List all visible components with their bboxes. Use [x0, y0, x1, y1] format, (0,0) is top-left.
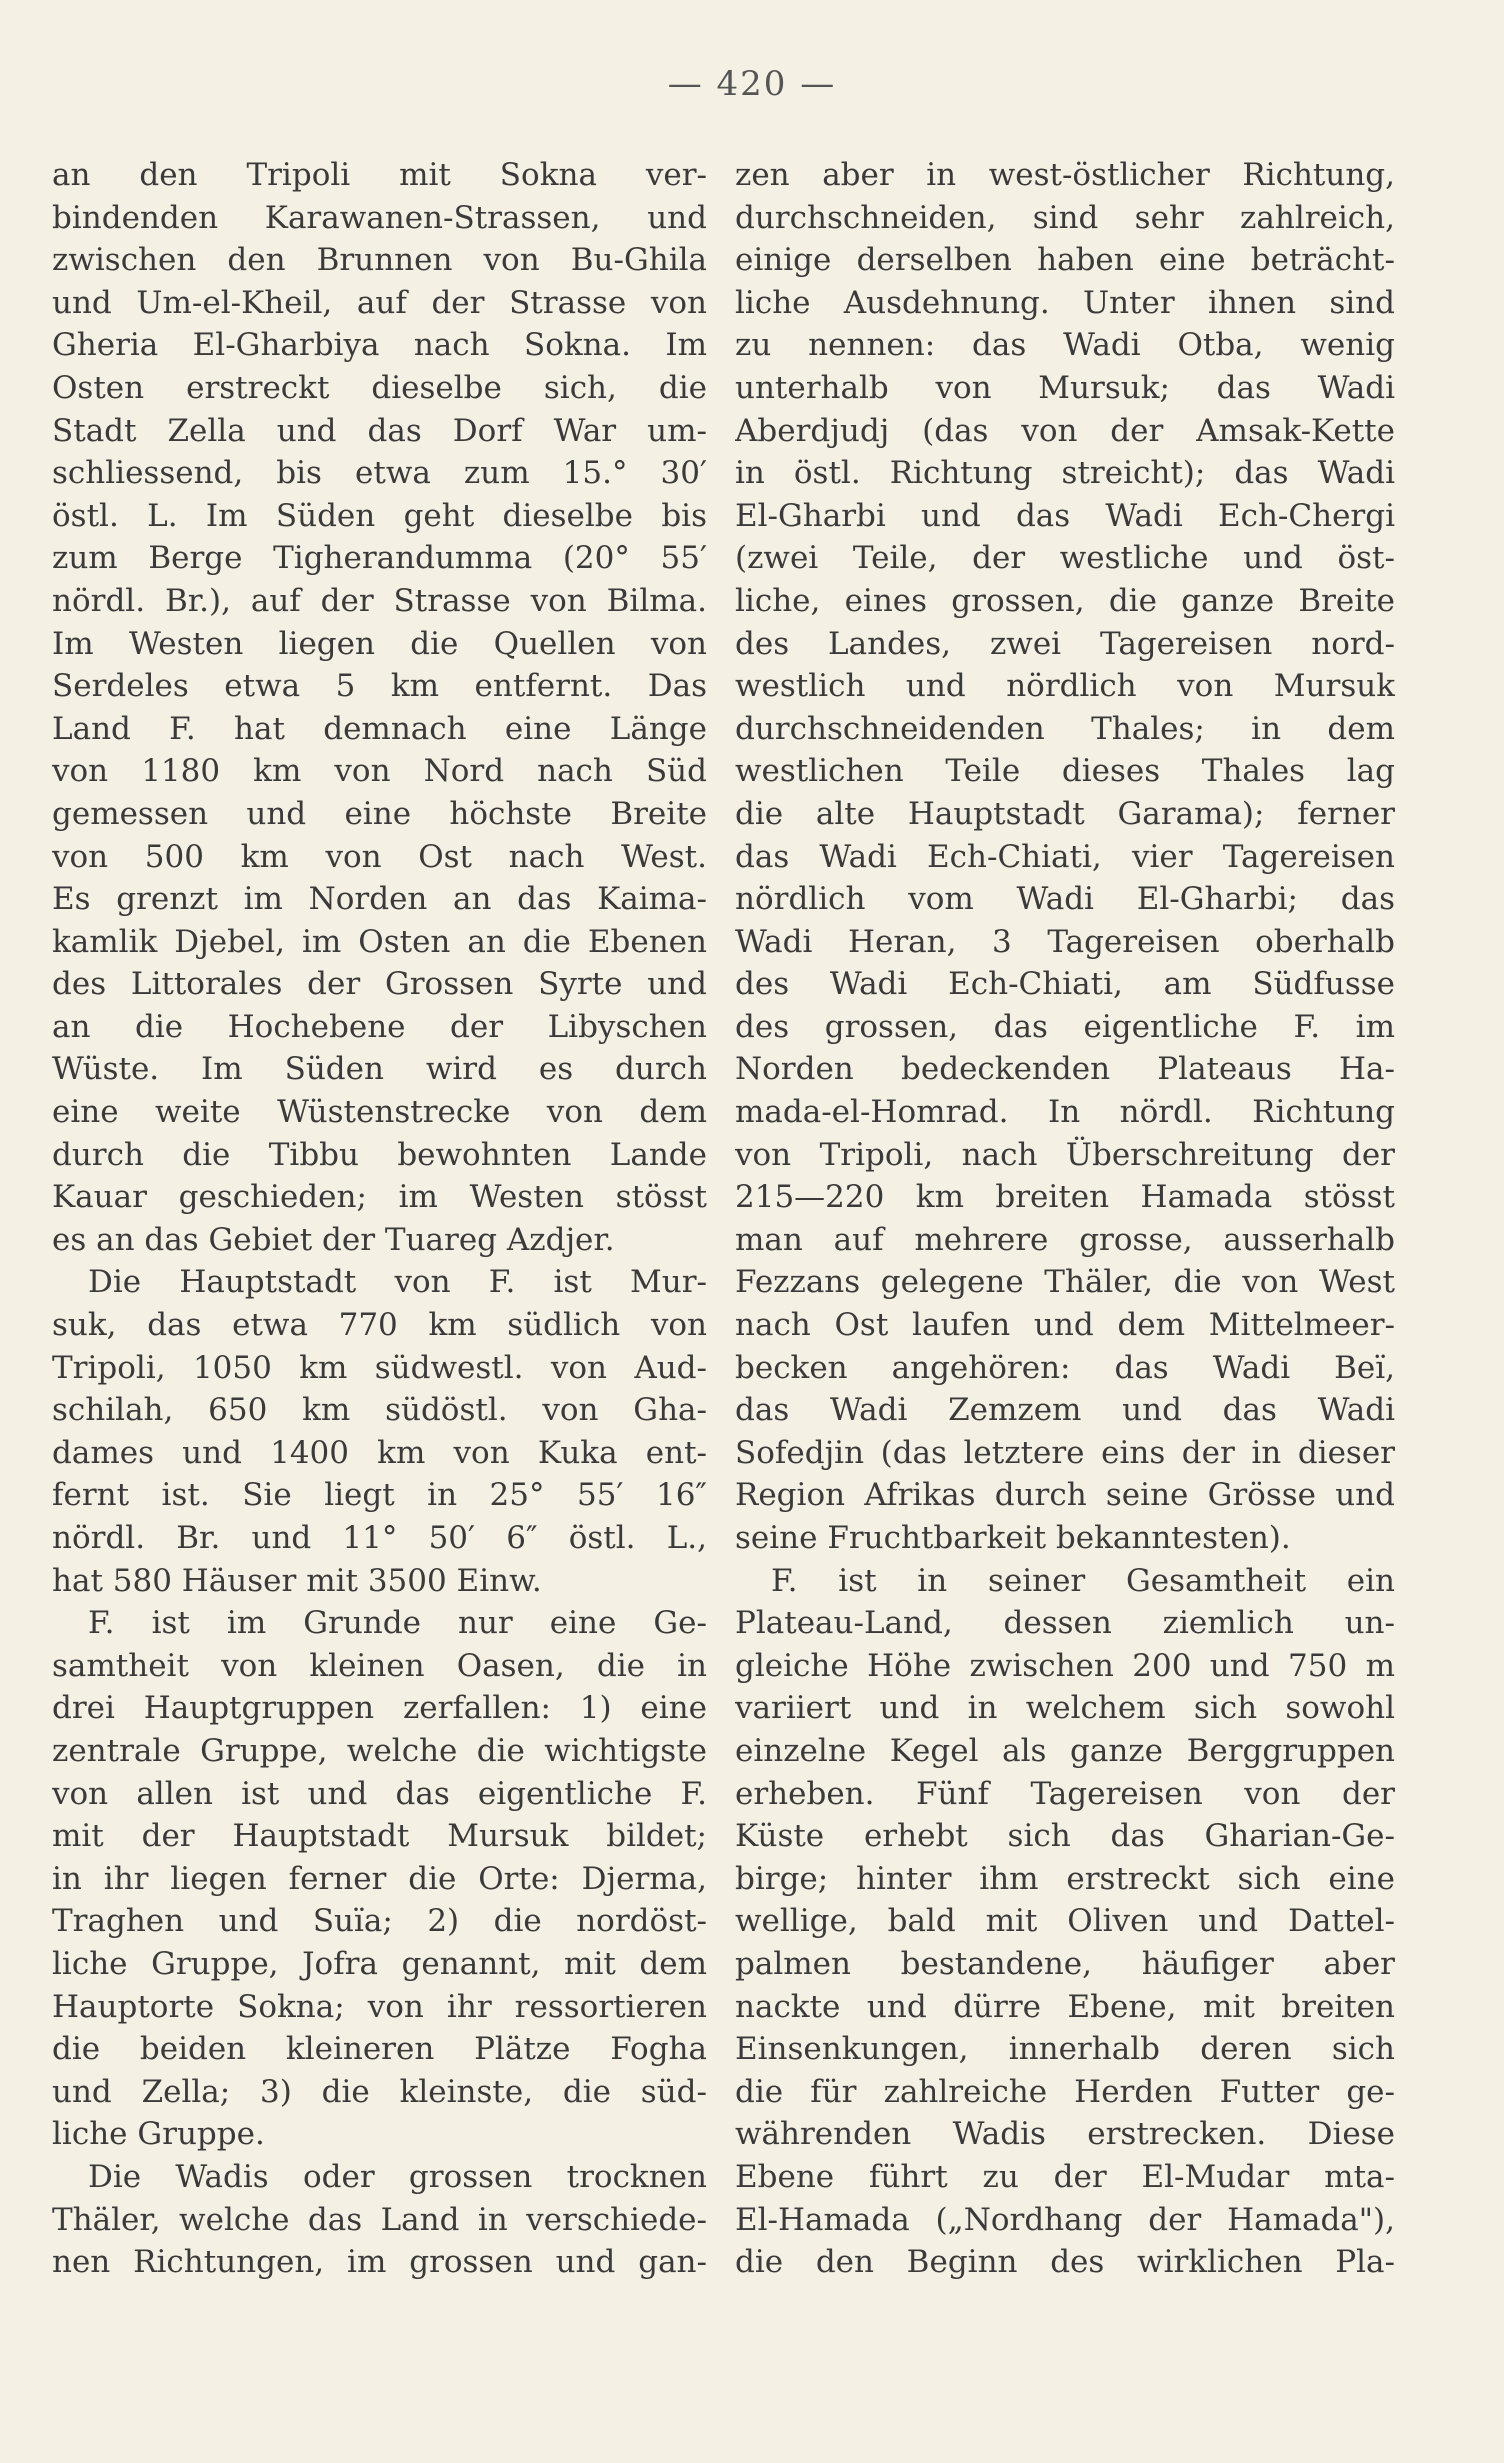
text-line: durchschneidenden Thales; in dem: [735, 710, 1395, 747]
text-line: variiert und in welchem sich sowohl: [735, 1690, 1395, 1727]
right-column: [735, 154, 1395, 2284]
text-line: nach Ost laufen und dem Mittelmeer-: [735, 1307, 1395, 1344]
text-line: schilah, 650 km südöstl. von Gha-: [52, 1392, 707, 1429]
text-line: Im Westen liegen die Quellen von: [52, 625, 707, 662]
text-line: des Landes, zwei Tagereisen nord-: [735, 625, 1395, 662]
text-line: F. ist in seiner Gesamtheit ein: [771, 1562, 1395, 1599]
text-line: währenden Wadis erstrecken. Diese: [735, 2116, 1395, 2153]
text-line: Einsenkungen, innerhalb deren sich: [735, 2031, 1395, 2068]
text-line: das Wadi Zemzem und das Wadi: [735, 1392, 1395, 1429]
text-line: von allen ist und das eigentliche F.: [52, 1775, 707, 1812]
text-line: unterhalb von Mursuk; das Wadi: [735, 369, 1395, 406]
text-line: man auf mehrere grosse, ausserhalb: [735, 1221, 1395, 1258]
text-line: Kauar geschieden; im Westen stösst: [52, 1179, 707, 1216]
text-line: die beiden kleineren Plätze Fogha: [52, 2031, 707, 2068]
text-line: liche Ausdehnung. Unter ihnen sind: [735, 284, 1395, 321]
text-line: Die Hauptstadt von F. ist Mur-: [88, 1264, 707, 1301]
text-line: Wadi Heran, 3 Tagereisen oberhalb: [735, 923, 1395, 960]
text-line: nördl. Br.), auf der Strasse von Bilma.: [52, 582, 707, 619]
text-line: durchschneiden, sind sehr zahlreich,: [735, 199, 1395, 236]
text-line: liche Gruppe.: [52, 2116, 265, 2153]
text-line: nen Richtungen, im grossen und gan-: [52, 2244, 707, 2281]
text-line: zentrale Gruppe, welche die wichtigste: [52, 1732, 707, 1769]
text-line: Land F. hat demnach eine Länge: [52, 710, 707, 747]
text-line: Plateau-Land, dessen ziemlich un-: [735, 1605, 1395, 1642]
text-line: liche Gruppe, Jofra genannt, mit dem: [52, 1945, 707, 1982]
text-line: die den Beginn des wirklichen Pla-: [735, 2244, 1395, 2281]
text-line: schliessend, bis etwa zum 15.° 30′: [52, 455, 707, 492]
text-line: Serdeles etwa 5 km entfernt. Das: [52, 668, 707, 705]
text-line: des Wadi Ech-Chiati, am Südfusse: [735, 966, 1395, 1003]
text-line: dames und 1400 km von Kuka ent-: [52, 1434, 707, 1471]
text-line: Hauptorte Sokna; von ihr ressortieren: [52, 1988, 707, 2025]
text-line: Norden bedeckenden Plateaus Ha-: [735, 1051, 1395, 1088]
text-line: gleiche Höhe zwischen 200 und 750 m: [735, 1647, 1395, 1684]
text-line: liche, eines grossen, die ganze Breite: [735, 582, 1395, 619]
text-line: westlichen Teile dieses Thales lag: [735, 753, 1395, 790]
text-line: Fezzans gelegene Thäler, die von West: [735, 1264, 1395, 1301]
text-line: und Um-el-Kheil, auf der Strasse von: [52, 284, 707, 321]
text-line: an die Hochebene der Libyschen: [52, 1008, 707, 1045]
text-line: samtheit von kleinen Oasen, die in: [52, 1647, 707, 1684]
text-line: El-Gharbi und das Wadi Ech-Chergi: [735, 497, 1395, 534]
text-line: birge; hinter ihm erstreckt sich eine: [735, 1860, 1395, 1897]
text-line: Es grenzt im Norden an das Kaima-: [52, 881, 707, 918]
text-line: die für zahlreiche Herden Futter ge-: [735, 2073, 1395, 2110]
text-line: bindenden Karawanen-Strassen, und: [52, 199, 707, 236]
text-line: Gheria El-Gharbiya nach Sokna. Im: [52, 327, 707, 364]
text-line: zu nennen: das Wadi Otba, wenig: [735, 327, 1395, 364]
left-column: [52, 154, 707, 2284]
text-line: an den Tripoli mit Sokna ver-: [52, 157, 707, 193]
text-line: das Wadi Ech-Chiati, vier Tagereisen: [735, 838, 1395, 875]
text-line: erheben. Fünf Tagereisen von der: [735, 1775, 1395, 1812]
text-line: fernt ist. Sie liegt in 25° 55′ 16″: [52, 1477, 707, 1514]
text-line: zen aber in west-östlicher Richtung,: [735, 157, 1395, 193]
text-line: die alte Hauptstadt Garama); ferner: [735, 795, 1395, 832]
text-line: Tripoli, 1050 km südwestl. von Aud-: [52, 1349, 707, 1386]
text-line: und Zella; 3) die kleinste, die süd-: [52, 2073, 707, 2110]
text-line: F. ist im Grunde nur eine Ge-: [88, 1605, 707, 1642]
text-line: kamlik Djebel, im Osten an die Ebenen: [52, 923, 707, 960]
text-line: gemessen und eine höchste Breite: [52, 795, 707, 832]
text-line: eine weite Wüstenstrecke von dem: [52, 1094, 707, 1131]
text-line: einzelne Kegel als ganze Berggruppen: [735, 1732, 1395, 1769]
text-line: in östl. Richtung streicht); das Wadi: [735, 455, 1395, 492]
text-line: El-Hamada („Nordhang der Hamada"),: [735, 2201, 1395, 2238]
text-line: Stadt Zella und das Dorf War um-: [52, 412, 707, 449]
text-line: (zwei Teile, der westliche und öst-: [735, 540, 1395, 577]
page-number: — 420 —: [667, 64, 837, 104]
text-line: Thäler, welche das Land in verschiede-: [52, 2201, 707, 2238]
text-line: es an das Gebiet der Tuareg Azdjer.: [52, 1221, 615, 1258]
text-line: drei Hauptgruppen zerfallen: 1) eine: [52, 1690, 707, 1727]
text-line: Ebene führt zu der El-Mudar mta-: [735, 2158, 1395, 2195]
text-line: Küste erhebt sich das Gharian-Ge-: [735, 1818, 1395, 1855]
text-line: hat 580 Häuser mit 3500 Einw.: [52, 1562, 542, 1599]
text-line: in ihr liegen ferner die Orte: Djerma,: [52, 1860, 707, 1897]
text-line: Die Wadis oder grossen trocknen: [88, 2158, 707, 2195]
text-line: nördlich vom Wadi El-Gharbi; das: [735, 881, 1395, 918]
text-line: zum Berge Tigherandumma (20° 55′: [52, 540, 707, 577]
text-line: 215—220 km breiten Hamada stösst: [735, 1179, 1395, 1216]
text-line: westlich und nördlich von Mursuk: [735, 668, 1395, 705]
text-line: einige derselben haben eine beträcht-: [735, 242, 1395, 279]
text-line: nackte und dürre Ebene, mit breiten: [735, 1988, 1395, 2025]
text-line: Sofedjin (das letztere eins der in dieser: [735, 1434, 1395, 1471]
text-line: becken angehören: das Wadi Beï,: [735, 1349, 1395, 1386]
text-line: von 1180 km von Nord nach Süd: [52, 753, 707, 790]
text-line: von Tripoli, nach Überschreitung der: [735, 1136, 1395, 1173]
text-line: des Littorales der Grossen Syrte und: [52, 966, 707, 1003]
text-line: Osten erstreckt dieselbe sich, die: [52, 369, 707, 406]
text-line: Wüste. Im Süden wird es durch: [52, 1051, 707, 1088]
text-line: des grossen, das eigentliche F. im: [735, 1008, 1395, 1045]
text-line: Traghen und Suïa; 2) die nordöst-: [52, 1903, 707, 1940]
text-line: durch die Tibbu bewohnten Lande: [52, 1136, 707, 1173]
text-line: mit der Hauptstadt Mursuk bildet;: [52, 1818, 707, 1855]
text-line: östl. L. Im Süden geht dieselbe bis: [52, 497, 707, 534]
text-line: seine Fruchtbarkeit bekanntesten).: [735, 1520, 1291, 1556]
text-line: Region Afrikas durch seine Grösse und: [735, 1477, 1395, 1514]
text-line: mada-el-Homrad. In nördl. Richtung: [735, 1094, 1395, 1131]
text-line: zwischen den Brunnen von Bu-Ghila: [52, 242, 707, 279]
text-line: von 500 km von Ost nach West.: [52, 838, 707, 875]
text-line: palmen bestandene, häufiger aber: [735, 1945, 1395, 1982]
text-line: wellige, bald mit Oliven und Dattel-: [735, 1903, 1395, 1940]
text-line: Aberdjudj (das von der Amsak-Kette: [735, 412, 1395, 449]
text-line: suk, das etwa 770 km südlich von: [52, 1307, 707, 1344]
text-line: nördl. Br. und 11° 50′ 6″ östl. L.,: [52, 1520, 707, 1556]
